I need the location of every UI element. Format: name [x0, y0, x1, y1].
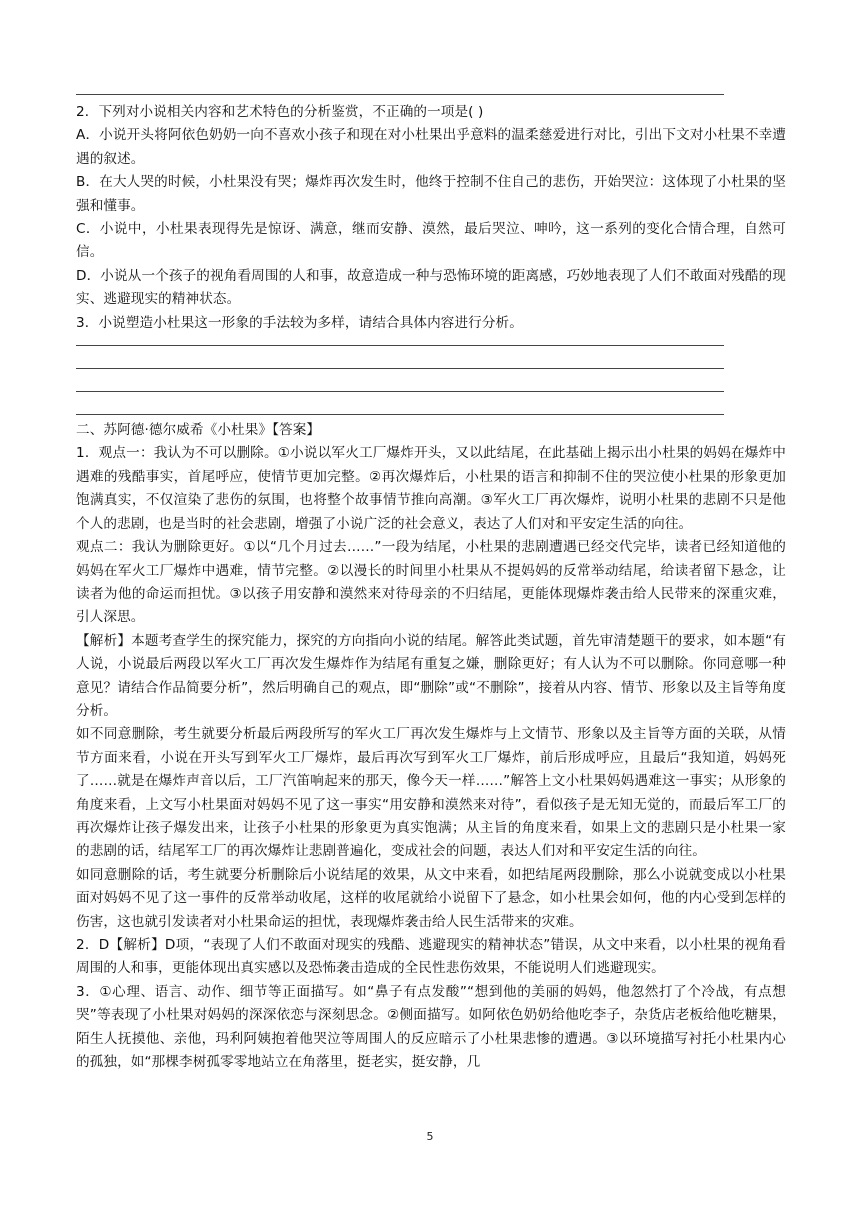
question-2-option-b: B．在大人哭的时候，小杜果没有哭；爆炸再次发生时，他终于控制不住自己的悲伤，开始哭泣：这体现了小杜果的坚强和懂事。 — [76, 174, 786, 214]
answer-line — [76, 368, 724, 369]
question-2-option-c: C．小说中，小杜果表现得先是惊讶、满意，继而安静、漠然，最后哭泣、呻吟，这一系列的变化合情合理，自然可信。 — [76, 221, 786, 261]
answer-line — [76, 391, 724, 392]
answer-1-analysis: 【解析】本题考查学生的探究能力，探究的方向指向小说的结尾。解答此类试题，首先审清楚题干的要求，如本题“有人说，小说最后两段以军火工厂再次发生爆炸作为结尾有重复之嫌，删除更好；有人认为不可以删除。你同意哪一种意见？请结合作品简要分析”，然后明确自己的观点，即“删除”或“不删除”，接着从内容、情节、形象以及主旨等角度分析。 — [76, 632, 786, 719]
answer-section-title: 二、苏阿德·德尔威希《小杜果》【答案】 — [76, 422, 321, 439]
answer-writing-lines — [76, 345, 786, 415]
document-page — [76, 0, 786, 1216]
answer-1-delete-analysis: 如同意删除的话，考生就要分析删除后小说结尾的效果，从文中来看，如把结尾两段删除，那么小说就变成以小杜果面对妈妈不见了这一事件的反常举动收尾，这样的收尾就给小说留下了悬念，如小杜果会如何，他的内心受到怎样的伤害，这也就引发读者对小杜果命运的担忧，表现爆炸袭击给人民生活带来的灾难。 — [76, 866, 786, 930]
answer-1-view-2: 观点二：我认为删除更好。①以“几个月过去……”一段为结尾，小杜果的悲剧遭遇已经交代完毕，读者已经知道他的妈妈在军火工厂爆炸中遇难，情节完整。②以漫长的时间里小杜果从不提妈妈的反常举动结尾，给读者留下悬念，让读者为他的命运而担忧。③以孩子用安静和漠然来对待母亲的不归结尾，更能体现爆炸袭击给人民带来的深重灾难，引人深思。 — [76, 539, 786, 626]
answer-line — [76, 414, 724, 415]
question-2-option-d: D．小说从一个孩子的视角看周围的人和事，故意造成一种与恐怖环境的距离感，巧妙地表现了人们不敢面对残酷的现实、逃避现实的精神状态。 — [76, 267, 786, 308]
question-3-stem: 3．小说塑造小杜果这一形象的手法较为多样，请结合具体内容进行分析。 — [76, 314, 523, 331]
page-number: 5 — [426, 1130, 434, 1143]
answer-line — [76, 345, 724, 346]
answer-section — [76, 419, 786, 1074]
answer-3: 3．①心理、语言、动作、细节等正面描写。如“鼻子有点发酸”“想到他的美丽的妈妈，他忽然打了个冷战，有点想哭”等表现了小杜果对妈妈的深深依恋与深刻思念。②侧面描写。如阿依色奶奶给他吃李子，杂货店老板给他吃糖果，陌生人抚摸他、亲他，玛利阿姨抱着他哭泣等周围人的反应暗示了小杜果悲惨的遭遇。③以环境描写衬托小杜果内心的孤独，如“那棵李树孤零零地站立在角落里，挺老实，挺安静，几 — [76, 983, 786, 1071]
answer-1-view-1: 1．观点一：我认为不可以删除。①小说以军火工厂爆炸开头，又以此结尾，在此基础上揭示出小杜果的妈妈在爆炸中遇难的残酷事实，首尾呼应，使情节更加完整。②再次爆炸后，小杜果的语言和抑制不住的哭泣使小杜果的形象更加饱满真实，不仅渲染了悲伤的氛围，也将整个故事情节推向高潮。③军火工厂再次爆炸，说明小杜果的悲剧不只是他个人的悲剧，也是当时的社会悲剧，增强了小说广泛的社会意义，表达了人们对和平安定生活的向往。 — [76, 445, 786, 532]
question-2-stem: 2．下列对小说相关内容和艺术特色的分析鉴赏，不正确的一项是( ) — [76, 104, 484, 120]
question-block — [76, 101, 786, 335]
answer-1-keep-analysis: 如不同意删除，考生就要分析最后两段所写的军火工厂再次发生爆炸与上文情节、形象以及主旨等方面的关联，从情节方面来看，小说在开头写到军火工厂爆炸，最后再次写到军火工厂爆炸，前后形成呼应，且最后“我知道，妈妈死了……就是在爆炸声音以后，工厂汽笛响起来的那天，像今天一样……”解答上文小杜果妈妈遇难这一事实；从形象的角度来看，上文写小杜果面对妈妈不见了这一事实“用安静和漠然来对待”，看似孩子是无知无觉的，而最后军工厂的再次爆炸让孩子爆发出来，让孩子小杜果的形象更为真实饱满；从主旨的角度来看，如果上文的悲剧只是小杜果一家的悲剧的话，结尾军工厂的再次爆炸让悲剧普遍化，变成社会的问题，表达人们对和平安定生活的向往。 — [76, 726, 786, 860]
question-2-option-a: A．小说开头将阿依色奶奶一向不喜欢小孩子和现在对小杜果出乎意料的温柔慈爱进行对比，引出下文对小杜果不幸遭遇的叙述。 — [76, 127, 786, 167]
top-divider — [76, 94, 724, 95]
answer-2: 2．D【解析】D项，“表现了人们不敢面对现实的残酷、逃避现实的精神状态”错误，从文中来看，以小杜果的视角看周围的人和事，更能体现出真实感以及恐怖袭击造成的全民性悲伤效果，不能说明人们逃避现实。 — [76, 937, 786, 977]
